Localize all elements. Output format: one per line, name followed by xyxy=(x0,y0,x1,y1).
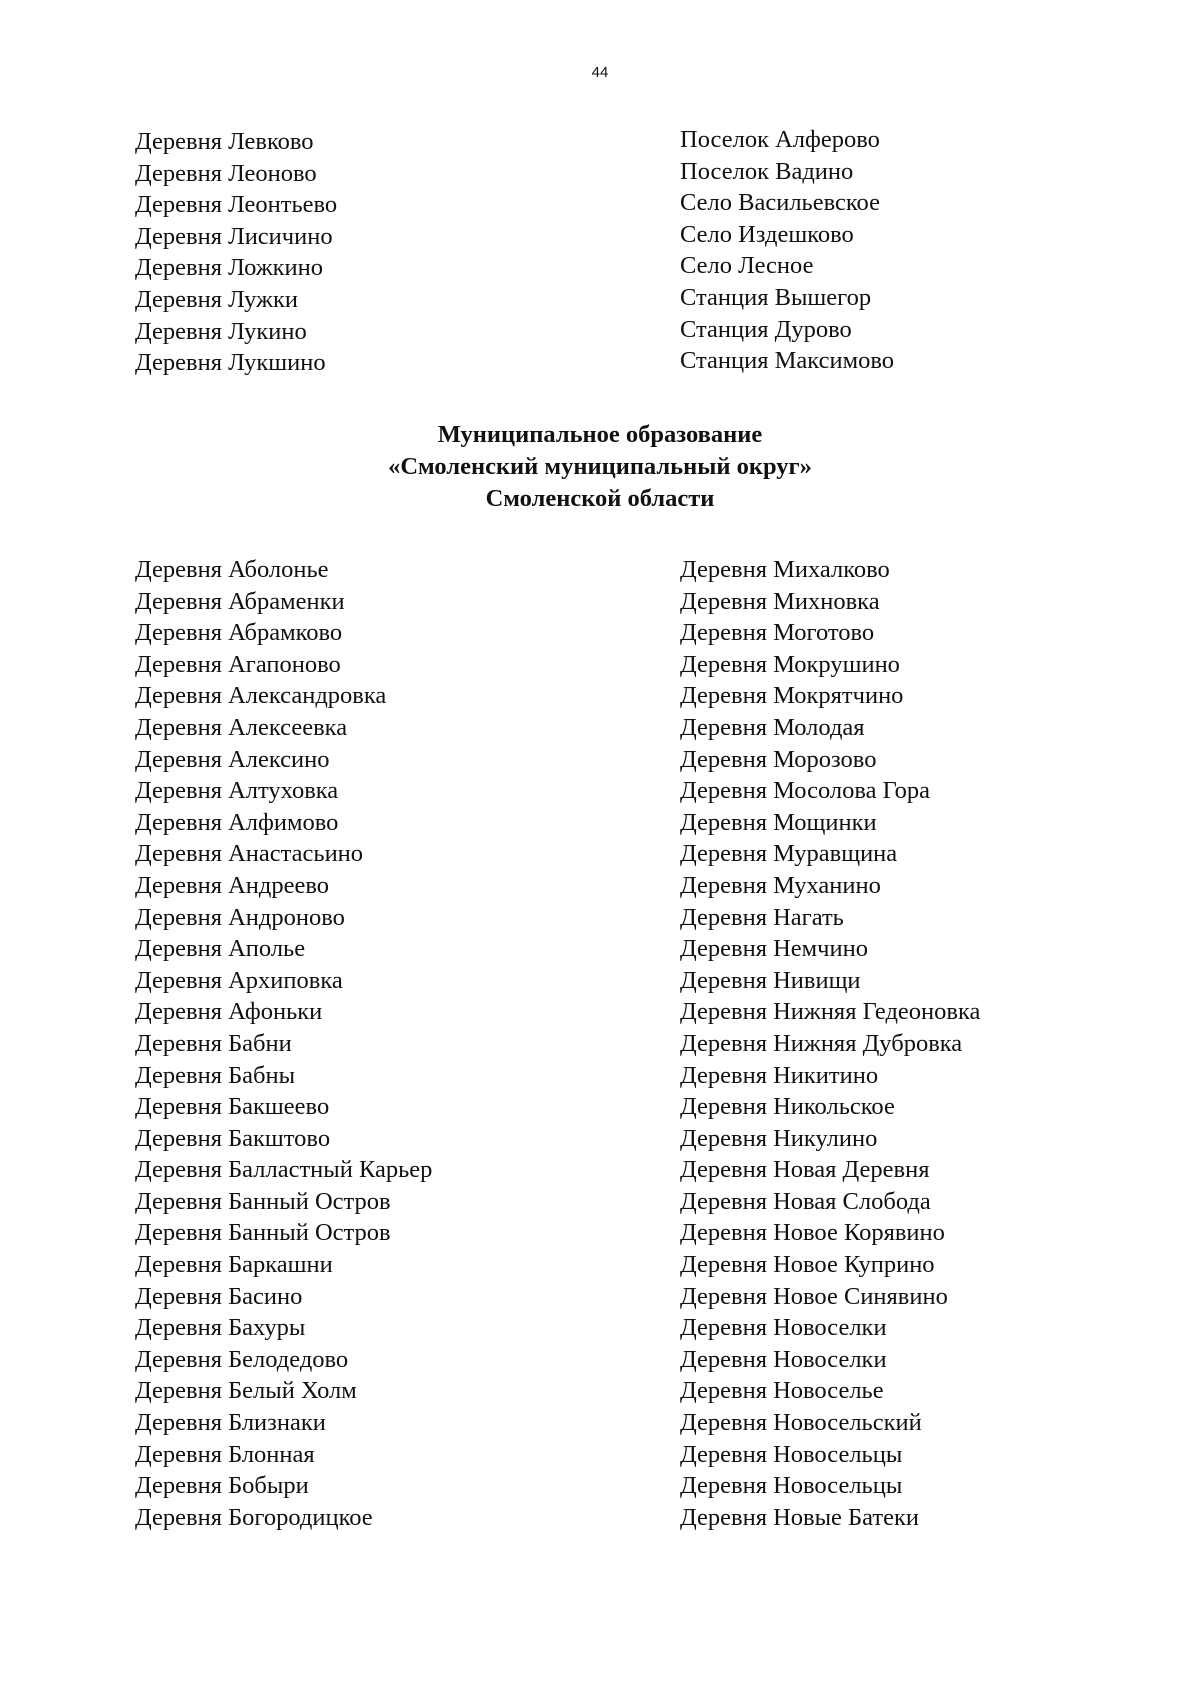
settlement-item: Поселок Вадино xyxy=(680,157,854,185)
settlement-item: Деревня Аполье xyxy=(135,935,306,963)
settlement-item: Деревня Андреево xyxy=(135,871,330,899)
settlement-item: Деревня Нивищи xyxy=(680,966,861,994)
settlement-item: Деревня Немчино xyxy=(680,935,868,963)
settlement-item: Деревня Леоново xyxy=(135,159,317,187)
settlement-item: Деревня Бобыри xyxy=(135,1472,309,1500)
top-left-settlement-list xyxy=(135,126,337,379)
settlement-item: Деревня Баркашни xyxy=(135,1251,333,1279)
settlement-item: Деревня Никитино xyxy=(680,1061,879,1089)
settlement-item: Деревня Новосельцы xyxy=(680,1440,903,1468)
settlement-item: Деревня Бакштово xyxy=(135,1124,331,1152)
settlement-item: Деревня Абрамково xyxy=(135,619,343,647)
settlement-item: Деревня Мокрушино xyxy=(680,650,900,678)
top-right-settlement-list xyxy=(680,124,894,377)
settlement-item: Деревня Бабни xyxy=(135,1029,292,1057)
settlement-item: Деревня Михалково xyxy=(680,556,890,583)
settlement-item: Деревня Мокрятчино xyxy=(680,682,904,710)
settlement-item: Деревня Моготово xyxy=(680,619,875,647)
settlement-item: Деревня Новоселки xyxy=(680,1314,887,1342)
settlement-item: Деревня Муравщина xyxy=(680,840,898,868)
settlement-item: Деревня Басино xyxy=(135,1282,303,1310)
settlement-item: Деревня Алфимово xyxy=(135,808,339,836)
settlement-item: Деревня Никулино xyxy=(680,1124,878,1152)
settlement-item: Деревня Новая Деревня xyxy=(680,1156,930,1184)
settlement-item: Деревня Близнаки xyxy=(135,1409,326,1437)
settlement-item: Деревня Михновка xyxy=(680,587,880,615)
settlement-item: Деревня Белый Холм xyxy=(135,1377,357,1405)
settlement-item: Станция Вышегор xyxy=(680,283,872,311)
settlement-item: Деревня Муханино xyxy=(680,871,881,899)
settlement-item: Деревня Мосолова Гора xyxy=(680,777,931,805)
settlement-item: Деревня Лукшино xyxy=(135,349,326,377)
settlement-item: Деревня Алексеевка xyxy=(135,713,348,741)
settlement-item: Деревня Новые Батеки xyxy=(680,1503,919,1531)
main-left-settlement-list xyxy=(135,554,432,1533)
heading-line-2: «Смоленский муниципальный округ» xyxy=(388,453,812,480)
settlement-item: Деревня Новоселье xyxy=(680,1377,884,1405)
settlement-item: Деревня Новое Куприно xyxy=(680,1251,935,1279)
settlement-item: Деревня Богородицкое xyxy=(135,1503,373,1531)
settlement-item: Село Издешково xyxy=(680,220,854,248)
settlement-item: Деревня Александровка xyxy=(135,682,387,710)
settlement-item: Деревня Ложкино xyxy=(135,254,324,282)
settlement-item: Деревня Нижняя Гедеоновка xyxy=(680,998,981,1026)
settlement-item: Деревня Банный Остров xyxy=(135,1219,391,1247)
settlement-item: Деревня Новоселки xyxy=(680,1345,887,1373)
settlement-item: Деревня Нижняя Дубровка xyxy=(680,1029,963,1057)
settlement-item: Деревня Мощинки xyxy=(680,808,877,836)
settlement-item: Деревня Белодедово xyxy=(135,1345,349,1373)
settlement-item: Деревня Блонная xyxy=(135,1440,315,1468)
settlement-item: Деревня Новое Корявино xyxy=(680,1219,945,1247)
settlement-item: Деревня Бабны xyxy=(135,1061,296,1089)
section-heading xyxy=(0,419,1200,515)
settlement-item: Деревня Алтуховка xyxy=(135,777,339,805)
settlement-item: Село Лесное xyxy=(680,252,814,280)
settlement-item: Деревня Бакшеево xyxy=(135,1093,330,1121)
settlement-item: Деревня Балластный Карьер xyxy=(135,1156,433,1184)
page-number: 44 xyxy=(591,64,609,81)
heading-line-1: Муниципальное образование xyxy=(437,421,763,448)
settlement-item: Деревня Новая Слобода xyxy=(680,1187,931,1215)
settlement-item: Поселок Алферово xyxy=(680,126,880,153)
heading-line-3: Смоленской области xyxy=(485,485,715,512)
settlement-item: Деревня Левково xyxy=(135,128,314,155)
settlement-item: Деревня Афоньки xyxy=(135,998,323,1026)
settlement-item: Деревня Новосельцы xyxy=(680,1472,903,1500)
settlement-item: Деревня Архиповка xyxy=(135,966,343,994)
settlement-item: Деревня Лужки xyxy=(135,285,298,313)
settlement-item: Деревня Лисичино xyxy=(135,222,333,250)
settlement-item: Деревня Новосельский xyxy=(680,1409,922,1437)
settlement-item: Деревня Аболонье xyxy=(135,556,329,583)
settlement-item: Деревня Абраменки xyxy=(135,587,345,615)
settlement-item: Деревня Бахуры xyxy=(135,1314,306,1342)
settlement-item: Деревня Нагать xyxy=(680,903,844,931)
settlement-item: Село Васильевское xyxy=(680,189,880,217)
settlement-item: Станция Дурово xyxy=(680,315,852,343)
settlement-item: Деревня Банный Остров xyxy=(135,1187,391,1215)
settlement-item: Деревня Алексино xyxy=(135,745,330,773)
settlement-item: Деревня Новое Синявино xyxy=(680,1282,948,1310)
main-right-settlement-list xyxy=(680,554,980,1533)
settlement-item: Деревня Молодая xyxy=(680,713,865,741)
settlement-item: Деревня Лукино xyxy=(135,317,307,345)
settlement-item: Деревня Андроново xyxy=(135,903,345,931)
settlement-item: Деревня Агапоново xyxy=(135,650,341,678)
settlement-item: Деревня Морозово xyxy=(680,745,877,773)
settlement-item: Деревня Никольское xyxy=(680,1093,895,1121)
settlement-item: Станция Максимово xyxy=(680,347,894,375)
settlement-item: Деревня Анастасьино xyxy=(135,840,364,868)
settlement-item: Деревня Леонтьево xyxy=(135,191,338,219)
